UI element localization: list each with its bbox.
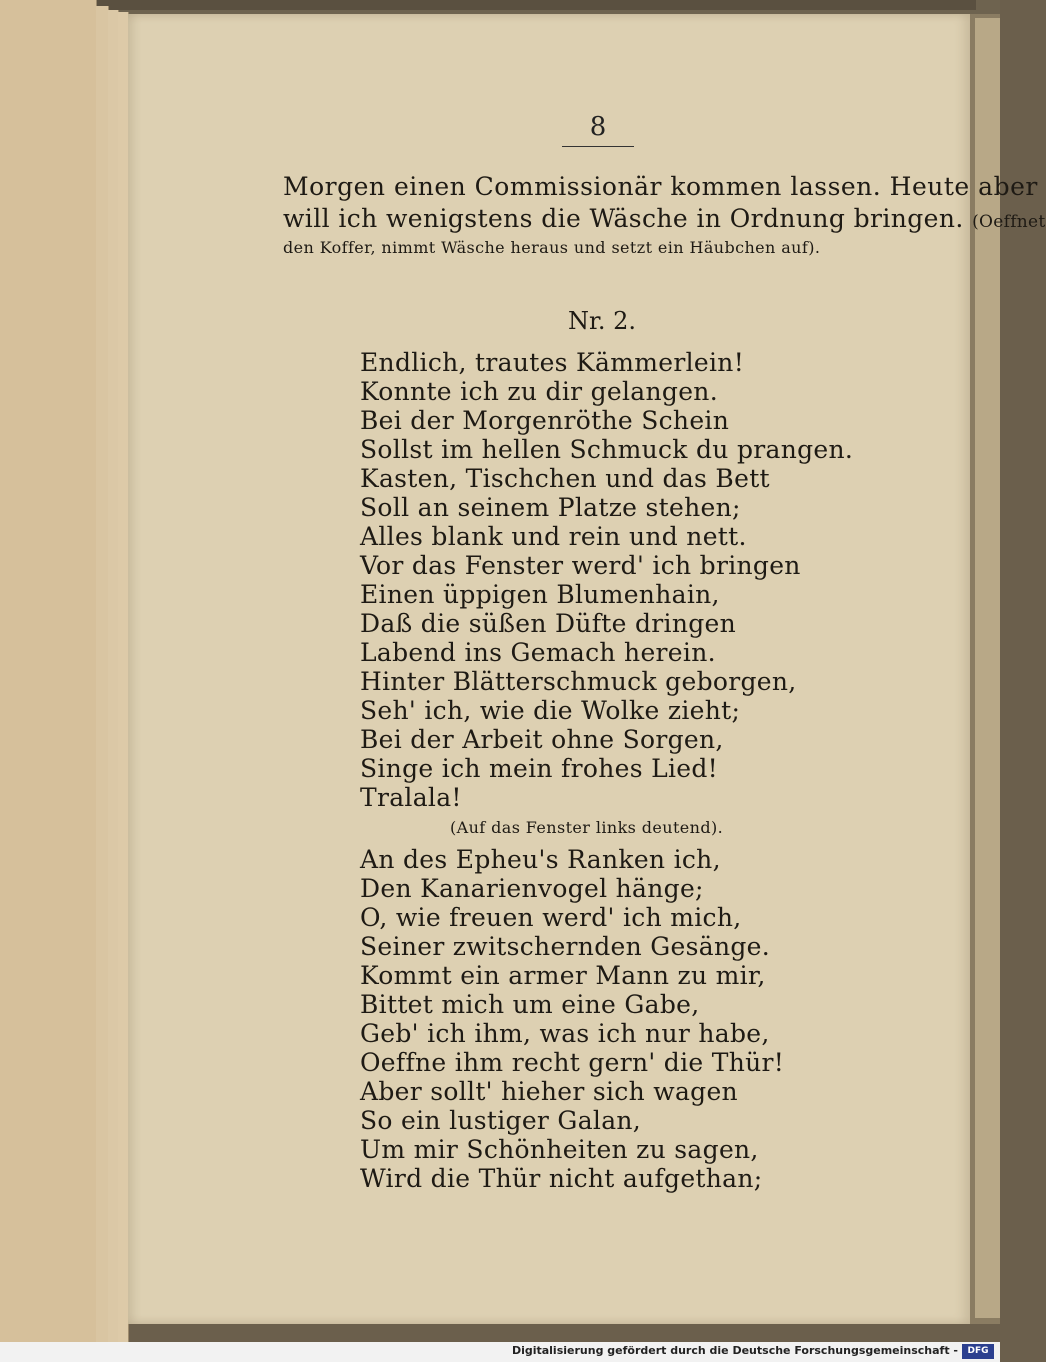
dfg-logo: DFG <box>962 1344 994 1359</box>
poem-line: Einen üppigen Blumenhain, <box>360 580 720 609</box>
poem-line: Konnte ich zu dir gelangen. <box>360 377 718 406</box>
poem-line: Bittet mich um eine Gabe, <box>360 990 700 1019</box>
poem-line: Singe ich mein frohes Lied! <box>360 754 719 783</box>
poem-line: Tralala! <box>360 783 462 812</box>
poem-line: Labend ins Gemach herein. <box>360 638 716 667</box>
page-stack-edge <box>0 0 97 1342</box>
poem-line: Oeffne ihm recht gern' die Thür! <box>360 1048 785 1077</box>
poem-line: Endlich, trautes Kämmerlein! <box>360 348 745 377</box>
poem-line: Aber sollt' hieher sich wagen <box>360 1077 738 1106</box>
stage-direction: (Auf das Fenster links deutend). <box>450 818 724 837</box>
scan-top-shadow <box>96 0 976 10</box>
poem-line: Bei der Arbeit ohne Sorgen, <box>360 725 724 754</box>
poem-line: Vor das Fenster werd' ich bringen <box>360 551 801 580</box>
poem-line: O, wie freuen werd' ich mich, <box>360 903 742 932</box>
poem-line: Seh' ich, wie die Wolke zieht; <box>360 696 741 725</box>
page-number-rule <box>562 146 634 147</box>
stage-direction-line: den Koffer, nimmt Wäsche heraus und setzt ein Häubchen auf). <box>283 238 821 257</box>
poem-line: Den Kanarienvogel hänge; <box>360 874 704 903</box>
prose-line: Morgen einen Commissionär kommen lassen. Heute aber <box>283 172 1038 201</box>
stage-direction-inline: (Oeffnet <box>972 212 1046 232</box>
section-number: Nr. 2. <box>568 307 636 335</box>
poem-line: Seiner zwitschernden Gesänge. <box>360 932 770 961</box>
poem-line: Sollst im hellen Schmuck du prangen. <box>360 435 854 464</box>
poem-line: Alles blank und rein und nett. <box>360 522 747 551</box>
poem-line: So ein lustiger Galan, <box>360 1106 642 1135</box>
page-number: 8 <box>589 112 607 142</box>
poem-line: Geb' ich ihm, was ich nur habe, <box>360 1019 770 1048</box>
poem-line: Um mir Schönheiten zu sagen, <box>360 1135 759 1164</box>
poem-line: Kasten, Tischchen und das Bett <box>360 464 770 493</box>
poem-line: Wird die Thür nicht aufgethan; <box>360 1164 763 1193</box>
poem-line: Kommt ein armer Mann zu mir, <box>360 961 766 990</box>
poem-line: Hinter Blätterschmuck geborgen, <box>360 667 797 696</box>
poem-line: Bei der Morgenröthe Schein <box>360 406 730 435</box>
poem-line: Soll an seinem Platze stehen; <box>360 493 741 522</box>
prose-line-text: will ich wenigstens die Wäsche in Ordnung bringen. <box>283 204 964 233</box>
funding-credit: Digitalisierung gefördert durch die Deutsche Forschungsgemeinschaft - <box>511 1344 958 1357</box>
poem-line: An des Epheu's Ranken ich, <box>360 845 721 874</box>
poem-line: Daß die süßen Düfte dringen <box>360 609 737 638</box>
prose-line <box>283 204 1046 233</box>
